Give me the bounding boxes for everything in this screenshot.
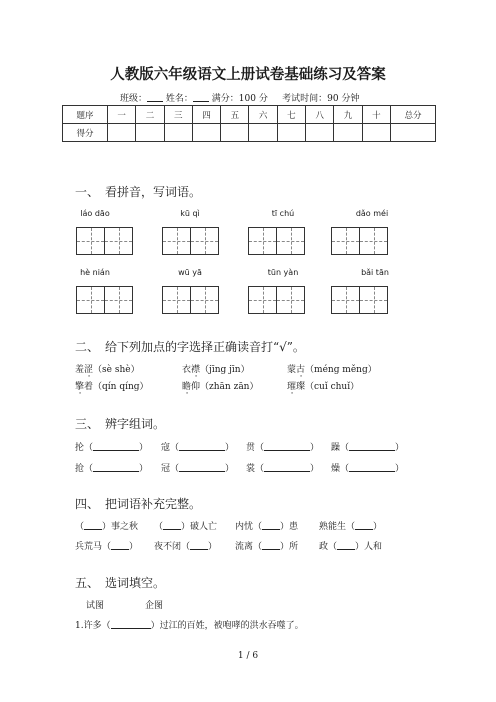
answer-blank[interactable] bbox=[111, 619, 151, 629]
pinyin: bǎi tān bbox=[361, 268, 389, 277]
pinyin: kū qì bbox=[180, 209, 200, 218]
writing-grid[interactable] bbox=[331, 286, 388, 314]
class-label: 班级： bbox=[120, 94, 148, 104]
word-item[interactable]: 冠（ ） bbox=[161, 464, 235, 474]
word-item[interactable]: 抢（ ） bbox=[75, 464, 149, 474]
pinyin: láo dāo bbox=[80, 209, 110, 218]
answer-blank[interactable] bbox=[84, 520, 102, 530]
writing-grid[interactable] bbox=[162, 227, 219, 255]
answer-blank[interactable] bbox=[93, 441, 139, 451]
section-2-title: 二、 给下列加点的字选择正确读音打“√”。 bbox=[75, 340, 305, 354]
idiom-item[interactable]: 熟能生（ ） bbox=[319, 522, 383, 532]
pinyin: tī chú bbox=[271, 209, 295, 218]
writing-grid[interactable] bbox=[76, 286, 133, 314]
pinyin: tūn yàn bbox=[267, 268, 299, 277]
score-header-cell: 总分 bbox=[391, 106, 436, 124]
answer-blank[interactable] bbox=[262, 520, 280, 530]
score-cell[interactable] bbox=[277, 124, 305, 142]
word-item[interactable]: 燥（ ） bbox=[331, 464, 405, 474]
answer-blank[interactable] bbox=[179, 441, 225, 451]
answer-blank[interactable] bbox=[190, 540, 208, 550]
dotted-char: 涩 bbox=[84, 365, 94, 375]
dotted-char: 擎 bbox=[75, 382, 85, 392]
answer-blank[interactable] bbox=[264, 462, 310, 472]
page-number: 1 / 6 bbox=[237, 651, 259, 661]
exam-time: 考试时间：90 分钟 bbox=[282, 94, 360, 104]
full-score: 满分：100 分 bbox=[211, 94, 268, 104]
idiom-item[interactable]: （ ）破人亡 bbox=[154, 522, 218, 532]
word-item[interactable]: 抡（ ） bbox=[75, 443, 149, 453]
class-blank bbox=[147, 92, 163, 102]
word-item[interactable]: 躁（ ） bbox=[331, 443, 405, 453]
score-header-cell: 七 bbox=[277, 106, 305, 124]
idiom-item[interactable]: 流离（ ）所 bbox=[235, 542, 299, 552]
question-1[interactable]: 1.许多（ ）过江的百姓，被咆哮的洪水吞噬了。 bbox=[75, 621, 304, 631]
score-cell[interactable] bbox=[108, 124, 136, 142]
score-value-row bbox=[63, 124, 436, 142]
name-blank bbox=[193, 92, 209, 102]
answer-blank[interactable] bbox=[349, 462, 395, 472]
section-3-title: 三、 辨字组词。 bbox=[75, 417, 166, 431]
name-label: 姓名： bbox=[165, 94, 193, 104]
answer-blank[interactable] bbox=[337, 540, 355, 550]
score-cell[interactable] bbox=[334, 124, 362, 142]
word-option: 企图 bbox=[145, 601, 164, 611]
idiom-item[interactable]: 政（ ）人和 bbox=[319, 542, 383, 552]
score-header-cell: 十 bbox=[362, 106, 390, 124]
answer-blank[interactable] bbox=[93, 462, 139, 472]
pinyin: wū yā bbox=[178, 268, 202, 277]
score-cell[interactable] bbox=[136, 124, 164, 142]
section-1-title: 一、 看拼音，写词语。 bbox=[75, 185, 202, 199]
score-cell[interactable] bbox=[306, 124, 334, 142]
idiom-item[interactable]: 内忧（ ）患 bbox=[235, 522, 299, 532]
writing-grid[interactable] bbox=[248, 227, 305, 255]
word-item[interactable]: 贯（ ） bbox=[246, 443, 320, 453]
answer-blank[interactable] bbox=[262, 540, 280, 550]
answer-blank[interactable] bbox=[349, 441, 395, 451]
reading-item[interactable]: 瞻仰（zhān zān） bbox=[182, 382, 259, 392]
answer-blank[interactable] bbox=[163, 520, 181, 530]
reading-item[interactable]: 璀璨（cuǐ chuǐ） bbox=[287, 382, 360, 392]
word-item[interactable]: 裳（ ） bbox=[246, 464, 320, 474]
dotted-char: 襟 bbox=[191, 365, 201, 375]
answer-blank[interactable] bbox=[179, 462, 225, 472]
score-table bbox=[62, 105, 436, 142]
idiom-item[interactable]: （ ）事之秋 bbox=[75, 522, 139, 532]
score-header-cell: 五 bbox=[221, 106, 249, 124]
score-row-label: 得分 bbox=[63, 124, 108, 142]
score-header-cell: 四 bbox=[192, 106, 220, 124]
pinyin: dǎo méi bbox=[355, 209, 389, 218]
writing-grid[interactable] bbox=[331, 227, 388, 255]
reading-item[interactable]: 蒙古（méng měng） bbox=[287, 365, 377, 375]
dotted-char: 瞻 bbox=[182, 382, 192, 392]
reading-item[interactable]: 羞涩（sè shè） bbox=[75, 365, 140, 375]
page-title: 人教版六年级语文上册试卷基础练习及答案 bbox=[110, 66, 386, 83]
pinyin: hè nián bbox=[80, 268, 110, 277]
score-header-cell: 六 bbox=[249, 106, 277, 124]
score-header-row bbox=[63, 106, 436, 124]
answer-blank[interactable] bbox=[111, 540, 129, 550]
score-header-cell: 九 bbox=[334, 106, 362, 124]
word-item[interactable]: 寇（ ） bbox=[161, 443, 235, 453]
score-header-cell: 二 bbox=[136, 106, 164, 124]
section-5-title: 五、 选词填空。 bbox=[75, 576, 166, 590]
word-option: 试图 bbox=[86, 601, 105, 611]
score-cell[interactable] bbox=[164, 124, 192, 142]
score-cell[interactable] bbox=[221, 124, 249, 142]
writing-grid[interactable] bbox=[248, 286, 305, 314]
writing-grid[interactable] bbox=[162, 286, 219, 314]
answer-blank[interactable] bbox=[264, 441, 310, 451]
answer-blank[interactable] bbox=[355, 520, 373, 530]
idiom-item[interactable]: 夜不闭（ ） bbox=[154, 542, 218, 552]
section-4-title: 四、 把词语补充完整。 bbox=[75, 497, 202, 511]
score-header-cell: 题序 bbox=[63, 106, 108, 124]
score-cell[interactable] bbox=[249, 124, 277, 142]
writing-grid[interactable] bbox=[76, 227, 133, 255]
score-header-cell: 八 bbox=[306, 106, 334, 124]
score-cell[interactable] bbox=[362, 124, 390, 142]
score-cell[interactable] bbox=[192, 124, 220, 142]
idiom-item[interactable]: 兵荒马（ ） bbox=[75, 542, 139, 552]
dotted-char: 璀 bbox=[287, 382, 297, 392]
reading-item[interactable]: 擎着（qín qíng） bbox=[75, 382, 149, 392]
exam-meta bbox=[120, 91, 359, 104]
dotted-char: 古 bbox=[296, 365, 306, 375]
score-cell[interactable] bbox=[391, 124, 436, 142]
score-header-cell: 一 bbox=[108, 106, 136, 124]
reading-item[interactable]: 衣襟（jīng jīn） bbox=[182, 365, 250, 375]
score-header-cell: 三 bbox=[164, 106, 192, 124]
